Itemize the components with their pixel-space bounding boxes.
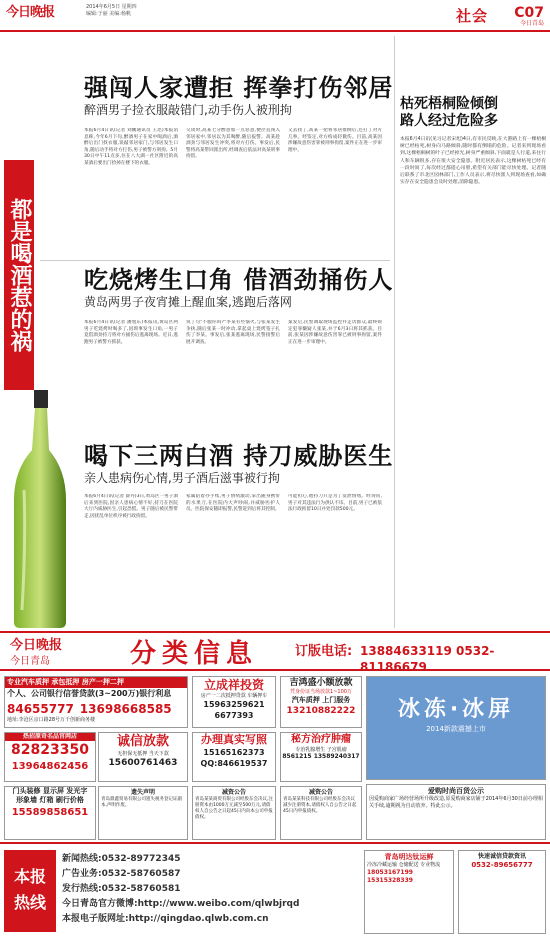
- page-number: C07: [514, 5, 544, 21]
- ad-logistics-phone[interactable]: 18053167199 15315328339: [367, 869, 413, 885]
- ad-loan-head: 专业汽车质押 承包抵押 房产一押二押: [5, 677, 187, 688]
- ad-invest-desc: 房产一二次抵押贷款 车辆押车: [200, 693, 268, 700]
- ad-jihong-title: 吉鸿盛小额放款: [289, 678, 353, 688]
- story2-col2: 说了句"不服你吗?"李某有些恼火,与张某发生争执,随后张某一时冲动,拿起桌上烧烤签子扎伤了李某。事发后,张某逃离现场,民警接警后展开调查。: [186, 320, 280, 345]
- classified-banner: [0, 631, 550, 675]
- issue-meta: [86, 4, 137, 18]
- wine-bottle-image: [4, 390, 76, 630]
- notice-capital-2-body: 青岛某某科技有限公司经股东会决议减少注册资本,请债权人自公告之日起45日内申报债权。: [283, 797, 357, 815]
- story1-col2: 交谈时,高某七分醉意加一点怒意,便径直闯入邻居家中,邻居以为其喝醉,随后报警。高某趁酒劲与邻居发生冲突,将对方打伤。事发后,民警将高某带回派出所,经调查后依法对高某刑事拘留。: [186, 128, 280, 160]
- bottom-line[interactable]: 新闻热线:0532-89772345: [62, 854, 181, 864]
- bottom-line[interactable]: 今日青岛官方微博:http://www.weibo.com/qlwbjrqd: [62, 899, 300, 909]
- bottom-line[interactable]: 本报电子版网址:http://qingdao.qlwb.com.cn: [62, 914, 269, 924]
- ad-logistics-body: 冷冻冷藏运输 仓储配送 专业物流: [367, 862, 441, 869]
- ad-cert-phone2[interactable]: QQ:846619537: [200, 758, 268, 768]
- ad-door[interactable]: [4, 786, 96, 840]
- notice-capital-2-title: 减资公告: [308, 789, 333, 796]
- notice-lost-title: 遗失声明: [130, 789, 155, 796]
- story3-title[interactable]: 喝下三两白酒 持刀威胁医生: [84, 442, 394, 470]
- story3-col1: 本报6月4日讯(记者 薛丹)3日,黄岛区一男子酒后来到医院,因亲人患病心情不好,持刀在医院大厅内威胁医生,引起恐慌。男子随后被民警带走,因扰乱单位秩序被行政拘留。: [84, 494, 178, 519]
- ad-jihong[interactable]: [280, 676, 362, 728]
- bottom-label: [4, 850, 56, 932]
- ad-credit-info-phone[interactable]: 0532-89656777: [471, 861, 533, 870]
- notice-lost-body: 青岛鼎鑫贸易有限公司遗失税务登记证副本,声明作废。: [101, 797, 182, 809]
- right-story-title-line1: 枯死梧桐险倾倒: [400, 96, 498, 112]
- ad-credit-phone[interactable]: 15600761463: [108, 758, 178, 769]
- notice-store-body: 因爱购商家广场经营场所升级改造,原爱购商家店铺于2014年6月30日前办理相关手续,逾期视为自动放弃。特此公示。: [369, 796, 543, 810]
- ad-loan-address: 地址:李沧区京口路28号万千创新商务楼: [7, 717, 96, 724]
- ad-invest-phone1[interactable]: 15963259621: [203, 699, 265, 709]
- ad-ice-title: 冰冻·冰屏: [397, 697, 515, 722]
- ad-loan-phone2[interactable]: 13698668585: [79, 702, 172, 717]
- right-story-body: 本报6月4日讯(见习记者宋旭)4日,有市民反映,在大港路上有一棵梧桐树已经枯死,树身向马路倾斜,随时都有倒塌的危险。记者来到现场看到,这棵梧桐树的叶子已经掉光,树身严重倾斜,下面就是人行道,来往行人和车辆很多,存在很大安全隐患。附近居民表示,这棵树枯死已经有一段时间了,每次经过都提心吊胆,希望有关部门能尽快处理。记者随后联系了市北区园林部门,工作人员表示,将尽快派人到现场查看,如确实存在安全隐患会及时处理,消除隐患。: [400, 137, 546, 186]
- story3-col2: 家属陪着办手续,男子情绪激动,拿出随身携带的水果刀,在医院内大声吵闹,并威胁医护人员。医院保安随即报警,民警赶到后将其控制。: [186, 494, 280, 513]
- right-story-title-line2: 路人经过危险多: [400, 113, 498, 129]
- ad-door-sub: 形象墙 灯箱 刷行价格: [16, 796, 84, 805]
- ad-medicine-phone[interactable]: 8561215 13589240317: [282, 753, 360, 761]
- right-story-title[interactable]: [400, 96, 546, 130]
- issue-date: 2014年6月5日 星期四: [86, 4, 137, 10]
- ad-hot[interactable]: [4, 732, 96, 782]
- ad-medicine[interactable]: [280, 732, 362, 782]
- ad-credit-title: 诚信放款: [116, 734, 169, 749]
- story1-title[interactable]: 强闯人家遭拒 挥拳打伤邻居: [84, 74, 394, 102]
- ad-cert[interactable]: [192, 732, 276, 782]
- story3-col3: 可能担心,他持刀只是为了发泄情绪。经询问,男子对其违法行为供认不讳。目前,男子已被依法行政拘留10日并处罚款500元。: [288, 494, 382, 513]
- bottom-line[interactable]: 发行热线:0532-58760581: [62, 884, 181, 894]
- side-banner: 都是喝酒惹的祸: [4, 160, 34, 390]
- notice-lost: [98, 786, 188, 840]
- notice-store-title: 爱购时尚百货公示: [428, 787, 484, 795]
- ad-medicine-title: 秘方治疗肿瘤: [291, 734, 351, 745]
- ad-ice-sub: 2014新款震撼上市: [426, 724, 486, 733]
- bottom-hotline-bar: [0, 842, 550, 938]
- newspaper-logo: 今日晚报: [6, 5, 55, 20]
- ad-invest-phone2[interactable]: 6677393: [214, 710, 254, 720]
- ad-cert-phone1[interactable]: 15165162373: [203, 747, 265, 757]
- section-title: 社会: [455, 7, 488, 25]
- notice-store: [366, 784, 546, 840]
- ad-credit[interactable]: [98, 732, 188, 782]
- ad-door-phone[interactable]: 15589858651: [11, 806, 89, 818]
- bottom-label-1: 本报: [13, 867, 46, 886]
- story1-subtitle: 醉酒男子捡衣服敲错门,动手伤人被刑拘: [84, 103, 292, 117]
- notice-capital-1: [192, 786, 276, 840]
- ad-credit-info[interactable]: [458, 850, 546, 934]
- story2-col1: 本报6月4日讯(记者 潘旭东)本报讯,黄岛区两男子吃烧烤时喝多了,因琐事发生口角,一男子竟借酒劲持刀将对方捅伤后逃离现场。近日,逃跑男子被警方抓获。: [84, 320, 178, 345]
- ad-invest-title: 立成祥投资: [203, 678, 264, 692]
- bottom-label-2: 热线: [13, 893, 46, 912]
- ad-medicine-desc: 专治乳腺增生 子宫肌瘤: [295, 746, 347, 753]
- story2-col3: 案发后,民警调取现场监控并走访群众,最终锁定犯罪嫌疑人张某,并于6月3日将其抓获。目前,张某因涉嫌故意伤害罪已被刑事拘留,案件正在进一步审理中。: [288, 320, 382, 345]
- ad-logistics[interactable]: [364, 850, 454, 934]
- issue-editors: 编辑:于丽 美编:杨帆: [86, 11, 131, 17]
- classified-hotline[interactable]: 13884633119 0532-81186679: [360, 644, 495, 675]
- ad-cert-title: 办理真实写照: [201, 733, 267, 746]
- ad-hot-phone2[interactable]: 13964862456: [11, 760, 89, 772]
- ad-ice[interactable]: [366, 676, 546, 780]
- ad-invest[interactable]: [192, 676, 276, 728]
- classified-logo-sub: 今日青岛: [10, 656, 50, 667]
- story1-col3: 又去找了,高某一把将邻居推倒后,还打了对方几拳。经鉴定,对方构成轻微伤。目前,高某因涉嫌故意伤害罪被刑事拘留,案件正在进一步审理中。: [288, 128, 382, 153]
- bottom-line[interactable]: 广告业务:0532-58760587: [62, 869, 181, 879]
- ad-jihong-phone[interactable]: 13210882222: [286, 706, 356, 717]
- notice-capital-1-title: 减资公告: [221, 789, 246, 796]
- ad-loan-line: 个人、公司银行信誉贷款(3~200万)银行利息: [7, 689, 172, 699]
- header-rule: [0, 30, 550, 32]
- story2-subtitle: 黄岛两男子夜宵摊上醒血案,逃跑后落网: [84, 295, 292, 309]
- notice-capital-1-body: 青岛某某商贸有限公司经股东会决议,注册资本由1000万元减至500万元,请债权人自公告之日起45日内向本公司申报债权。: [195, 797, 273, 821]
- ad-door-title: 门头装修 显示屏 发光字: [12, 787, 88, 795]
- ad-credit-info-title: 快速诚信贷款资讯: [477, 853, 526, 860]
- notice-capital-2: [280, 786, 362, 840]
- classified-title: 分类信息: [130, 639, 259, 669]
- story1-col1: 本报6月4日讯(记者 刘鹏通讯员 王迅)本报消息称,今年6月下旬,醉酒男子在家中喝酒后,酒醉后出门找衣服,误敲邻居家门,与邻居发生口角,随后动手将对方打伤,男子被警方刑拘。5月30日中午11点多,住在八大湖一社区附近的高某酒后要出门捡掉在楼下的衣服。: [84, 128, 178, 166]
- story2-title[interactable]: 吃烧烤生口角 借酒劲捅伤人: [84, 266, 394, 294]
- page-subtitle: 今日青岛: [519, 20, 544, 27]
- classified-logo: 今日晚报: [10, 638, 63, 653]
- ad-credit-desc: 无担保无抵押 当天下款: [117, 750, 169, 757]
- ad-loan-phone1[interactable]: 84655777: [7, 702, 74, 717]
- bottom-hotline-list: [62, 852, 362, 927]
- ad-jihong-line: 汽车质押 上门服务: [291, 695, 351, 704]
- ad-logistics-title: 青岛明达钛运鲜: [384, 853, 434, 861]
- column-divider: [394, 36, 395, 628]
- story3-subtitle: 亲人患病伤心情,男子酒后滋事被行拘: [84, 471, 280, 485]
- classified-hotline-label: 订版电话:: [295, 644, 353, 659]
- ad-hot-phone1[interactable]: 82823350: [11, 742, 89, 759]
- ad-jihong-sub: 凭身份证当场放款1~100万: [290, 689, 352, 696]
- divider: [40, 260, 390, 261]
- ad-loan[interactable]: [4, 676, 188, 728]
- ad-hot-title: 热招原奇名品官网店: [5, 733, 95, 741]
